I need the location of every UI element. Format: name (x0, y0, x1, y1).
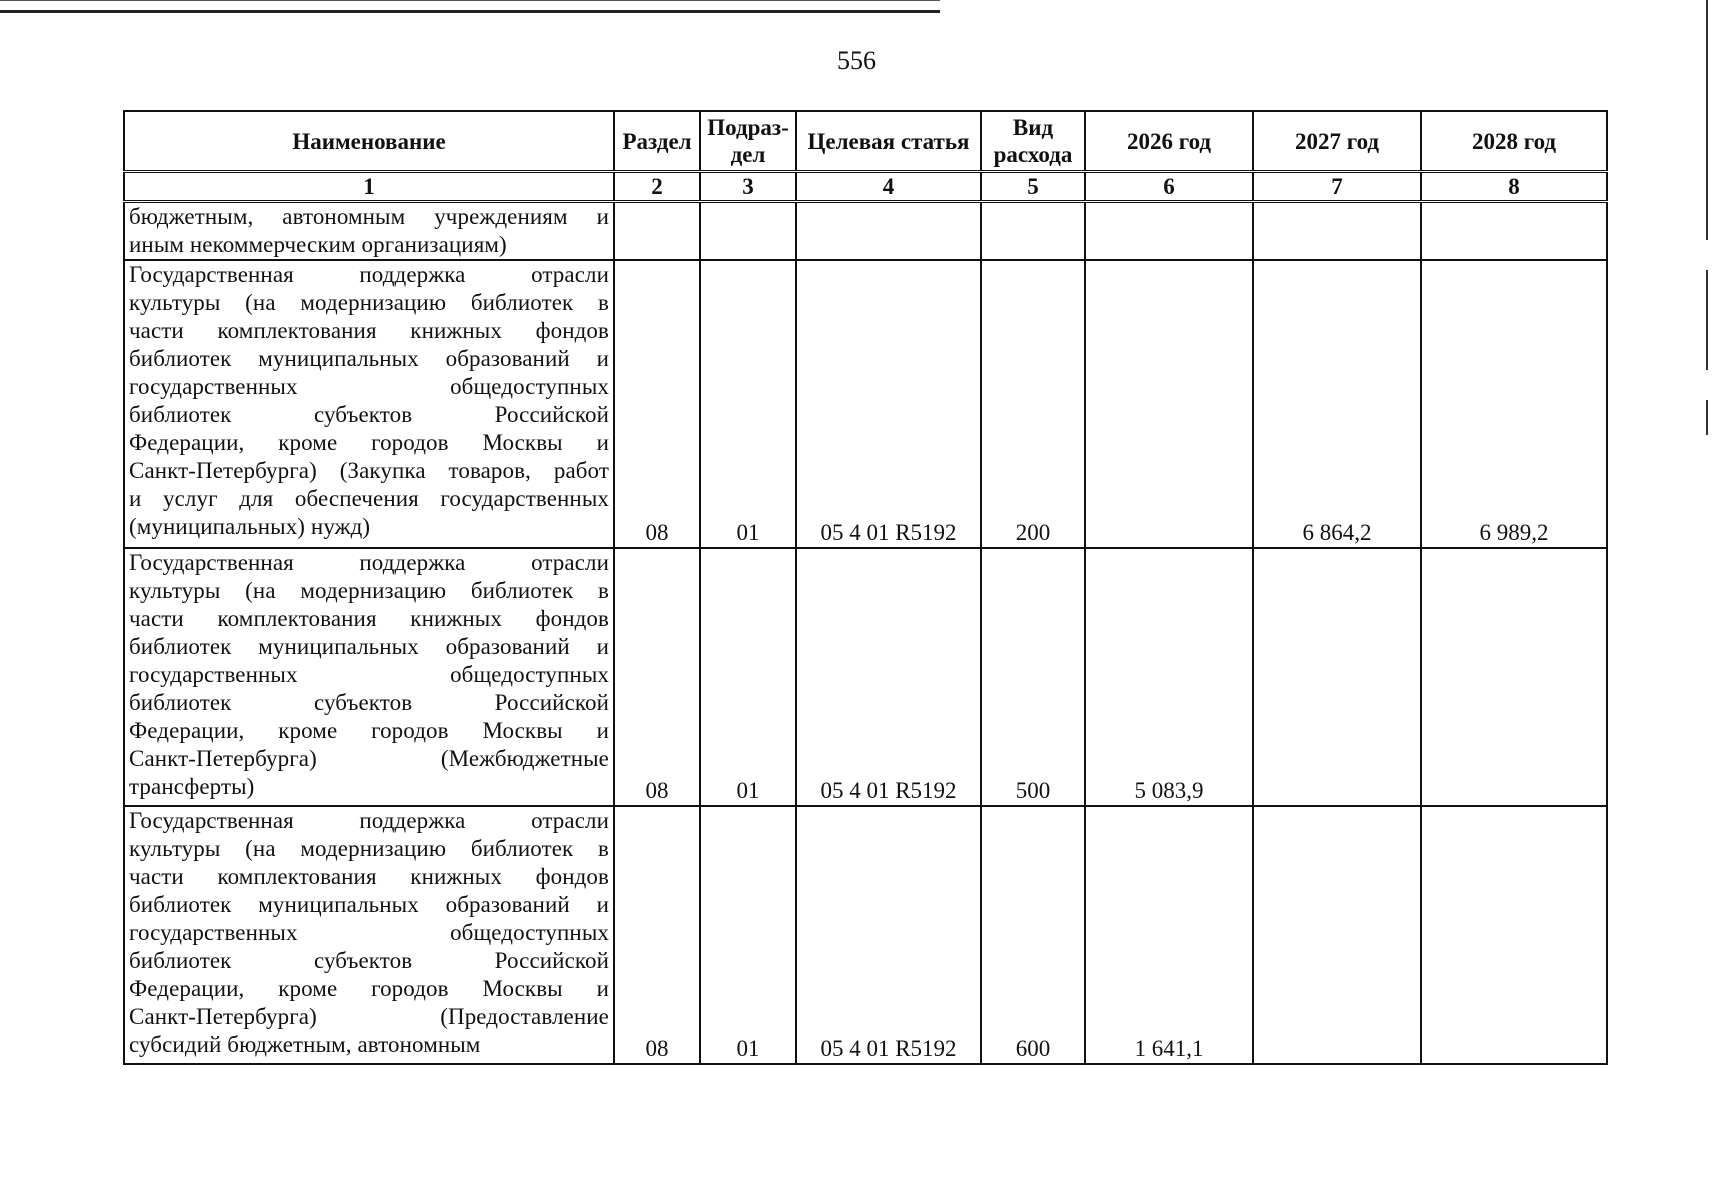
expense-type-cell: 600 (981, 806, 1085, 1064)
item-name-line: части комплектования книжных фондов (129, 864, 609, 889)
column-header-subsection: Подраз-дел (700, 111, 796, 172)
item-name-line: части комплектования книжных фондов (129, 318, 609, 343)
item-name-line: трансферты) (129, 774, 255, 799)
item-name-line: Государственная поддержка отрасли (129, 550, 609, 575)
column-number: 4 (796, 172, 981, 202)
subsection-cell: 01 (700, 806, 796, 1064)
column-header-target: Целевая статья (796, 111, 981, 172)
item-name-line: Федерации, кроме городов Москвы и (129, 976, 609, 1001)
column-header-expense-type: Вид расхода (981, 111, 1085, 172)
item-name-line: Государственная поддержка отрасли (129, 262, 609, 287)
expense-type-cell: 500 (981, 548, 1085, 806)
budget-table (123, 110, 1608, 1065)
table-header-row (124, 111, 1607, 172)
item-name-line: иным некоммерческим организациям) (129, 232, 507, 257)
subsection-cell: 01 (700, 260, 796, 548)
target-cell: 05 4 01 R5192 (796, 806, 981, 1064)
item-name-line: Санкт-Петербурга) (Межбюджетные (129, 746, 609, 771)
item-name-line: культуры (на модернизацию библиотек в (129, 836, 609, 861)
item-name-line: Государственная поддержка отрасли (129, 808, 609, 833)
column-header-2026: 2026 год (1085, 111, 1253, 172)
column-header-name: Наименование (124, 111, 614, 172)
table-row (124, 806, 1607, 1064)
item-name-cell (124, 548, 614, 806)
item-name-cell (124, 202, 614, 261)
column-number-row (124, 172, 1607, 202)
expense-type-cell: 200 (981, 260, 1085, 548)
amount-2028-cell (1421, 202, 1607, 261)
expense-type-cell (981, 202, 1085, 261)
target-cell: 05 4 01 R5192 (796, 260, 981, 548)
amount-2027-cell (1253, 548, 1421, 806)
section-cell: 08 (614, 260, 700, 548)
item-name-cell (124, 260, 614, 548)
column-number: 7 (1253, 172, 1421, 202)
amount-2026-cell: 1 641,1 (1085, 806, 1253, 1064)
item-name-line: библиотек муниципальных образований и (129, 892, 609, 917)
table-body (124, 202, 1607, 1065)
target-cell (796, 202, 981, 261)
item-name-line: культуры (на модернизацию библиотек в (129, 578, 609, 603)
target-cell: 05 4 01 R5192 (796, 548, 981, 806)
item-name-line: государственных общедоступных (129, 662, 609, 687)
item-name-line: бюджетным, автономным учреждениям и (129, 204, 609, 229)
scan-edge-line (0, 10, 940, 13)
amount-2026-cell (1085, 260, 1253, 548)
item-name-line: Санкт-Петербурга) (Предоставление (129, 1004, 609, 1029)
page-number: 556 (837, 46, 876, 75)
item-name-line: субсидий бюджетным, автономным (129, 1032, 481, 1057)
column-header-section: Раздел (614, 111, 700, 172)
section-cell (614, 202, 700, 261)
amount-2027-cell (1253, 806, 1421, 1064)
item-name-line: и услуг для обеспечения государственных (129, 486, 609, 511)
item-name-line: государственных общедоступных (129, 920, 609, 945)
column-header-2027: 2027 год (1253, 111, 1421, 172)
amount-2027-cell: 6 864,2 (1253, 260, 1421, 548)
item-name-cell (124, 806, 614, 1064)
amount-2028-cell (1421, 548, 1607, 806)
amount-2028-cell (1421, 806, 1607, 1064)
scan-edge-line (0, 0, 940, 1)
column-header-2028: 2028 год (1421, 111, 1607, 172)
scan-edge-mark (1706, 270, 1708, 370)
table-row (124, 202, 1607, 261)
column-number: 8 (1421, 172, 1607, 202)
item-name-line: Федерации, кроме городов Москвы и (129, 718, 609, 743)
item-name-line: части комплектования книжных фондов (129, 606, 609, 631)
item-name-line: культуры (на модернизацию библиотек в (129, 290, 609, 315)
item-name-line: библиотек субъектов Российской (129, 690, 609, 715)
amount-2026-cell (1085, 202, 1253, 261)
table-row (124, 548, 1607, 806)
amount-2026-cell: 5 083,9 (1085, 548, 1253, 806)
column-number: 6 (1085, 172, 1253, 202)
subsection-cell: 01 (700, 548, 796, 806)
scan-edge-mark (1706, 400, 1708, 435)
item-name-line: Федерации, кроме городов Москвы и (129, 430, 609, 455)
column-number: 2 (614, 172, 700, 202)
column-number: 1 (124, 172, 614, 202)
item-name-line: библиотек субъектов Российской (129, 948, 609, 973)
item-name-line: библиотек муниципальных образований и (129, 346, 609, 371)
item-name-line: Санкт-Петербурга) (Закупка товаров, работ (129, 458, 609, 483)
item-name-line: библиотек субъектов Российской (129, 402, 609, 427)
column-number: 5 (981, 172, 1085, 202)
amount-2028-cell: 6 989,2 (1421, 260, 1607, 548)
item-name-line: библиотек муниципальных образований и (129, 634, 609, 659)
column-number: 3 (700, 172, 796, 202)
section-cell: 08 (614, 806, 700, 1064)
table-row (124, 260, 1607, 548)
item-name-line: (муниципальных) нужд) (129, 514, 371, 539)
amount-2027-cell (1253, 202, 1421, 261)
section-cell: 08 (614, 548, 700, 806)
subsection-cell (700, 202, 796, 261)
scan-edge-mark (1706, 0, 1708, 240)
item-name-line: государственных общедоступных (129, 374, 609, 399)
